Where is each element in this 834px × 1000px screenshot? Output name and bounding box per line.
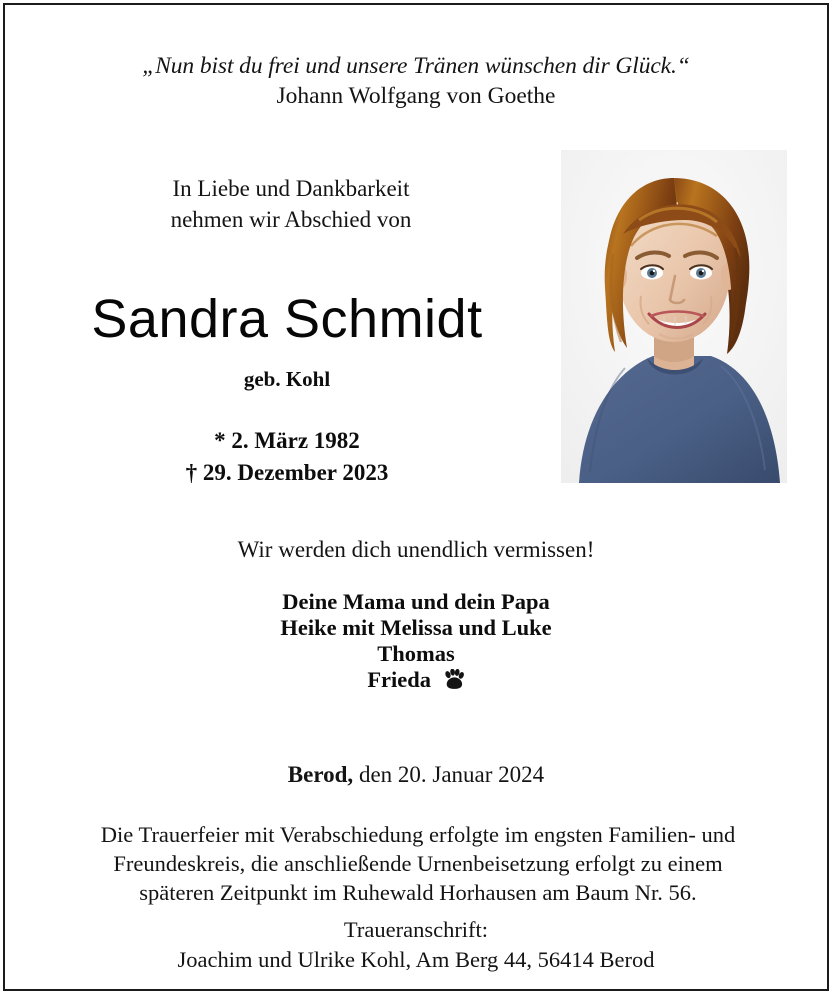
deceased-name: Sandra Schmidt xyxy=(91,289,483,349)
address-text: Joachim und Ulrike Kohl, Am Berg 44, 56414 Berod xyxy=(177,947,655,972)
quote-text: „Nun bist du frei und unsere Tränen wünschen dir Glück.“ xyxy=(142,53,690,79)
survivors-block xyxy=(5,589,827,696)
farewell-text: Wir werden dich unendlich vermissen! xyxy=(237,537,595,562)
address-block xyxy=(5,915,827,975)
survivor-line xyxy=(5,641,827,667)
ceremony-line-1: Die Trauerfeier mit Verabschiedung erfolgte im engsten Familien- und xyxy=(100,822,736,847)
ceremony-line-3: späteren Zeitpunkt im Ruhewald Horhausen am Baum Nr. 56. xyxy=(139,880,697,905)
survivor-line xyxy=(5,667,827,696)
quote-block xyxy=(5,51,827,112)
address-label: Traueranschrift: xyxy=(343,917,489,942)
intro-block xyxy=(31,173,551,235)
placedate-block xyxy=(5,760,827,790)
survivor-line xyxy=(5,615,827,641)
paw-print-icon xyxy=(443,669,465,696)
birth-date: * 2. März 1982 xyxy=(214,428,360,453)
ceremony-line-2: Freundeskreis, die anschließende Urnenbeisetzung erfolgt zu einem xyxy=(113,851,723,876)
name-block xyxy=(23,289,551,392)
ceremony-block xyxy=(31,820,805,907)
survivor-name: Heike mit Melissa und Luke xyxy=(280,615,552,640)
maiden-name: geb. Kohl xyxy=(243,367,331,391)
place-date-line xyxy=(5,760,827,790)
intro-line-1: In Liebe und Dankbarkeit xyxy=(172,176,410,201)
survivor-name: Deine Mama und dein Papa xyxy=(282,589,550,614)
dates-block xyxy=(23,425,551,489)
farewell-block xyxy=(5,535,827,565)
obituary-notice xyxy=(3,3,829,991)
death-date: † 29. Dezember 2023 xyxy=(185,460,389,485)
place-date: den 20. Januar 2024 xyxy=(353,762,545,787)
survivor-name: Frieda xyxy=(367,667,432,692)
place-city: Berod, xyxy=(287,762,354,787)
survivor-line xyxy=(5,589,827,615)
survivor-name: Thomas xyxy=(377,641,455,666)
portrait-photo xyxy=(561,150,787,483)
quote-author: Johann Wolfgang von Goethe xyxy=(276,83,556,109)
intro-line-2: nehmen wir Abschied von xyxy=(170,207,412,232)
